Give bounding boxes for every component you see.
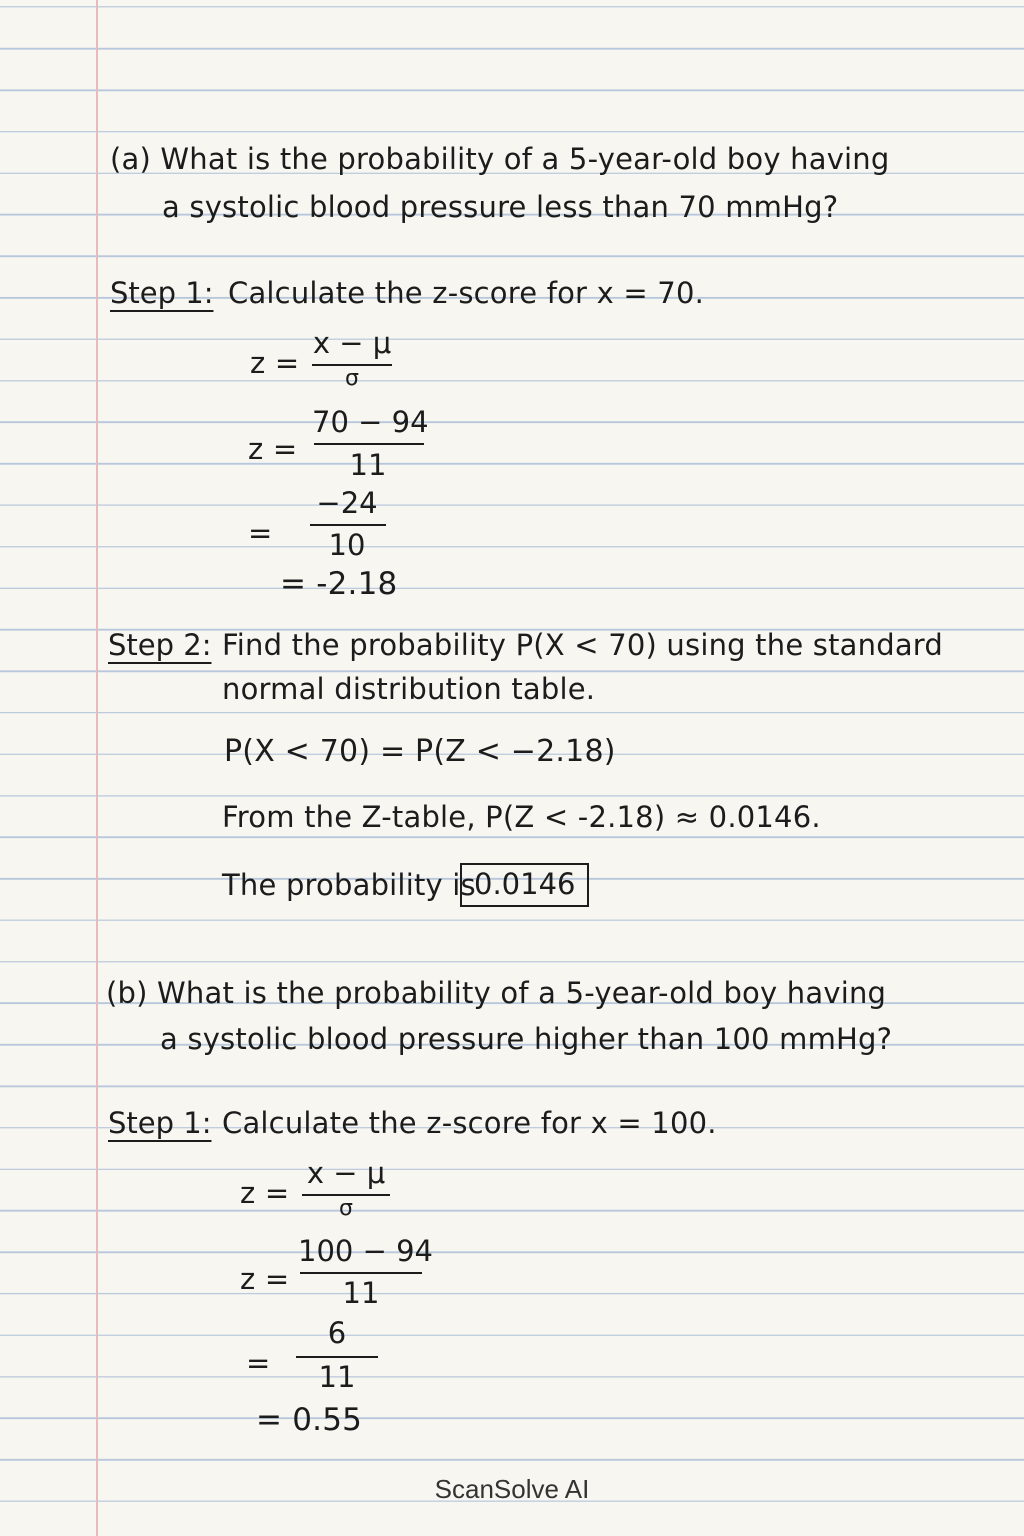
- part-b-simp-denominator: 11: [318, 1360, 356, 1394]
- part-a-answer-box: 0.0146: [460, 863, 589, 907]
- part-a-z-table-line: From the Z-table, P(Z < -2.18) ≈ 0.0146.: [222, 800, 821, 834]
- part-a-simp-fraction-bar: [310, 524, 386, 526]
- part-a-simp-eq: =: [248, 516, 273, 550]
- part-b-step1-label: Step 1:: [108, 1106, 212, 1140]
- part-b-step1-text: Calculate the z-score for x = 100.: [222, 1106, 717, 1140]
- part-a-sub-lhs: z =: [248, 432, 298, 466]
- notebook-margin-line: [96, 0, 98, 1536]
- part-b-simp-eq: =: [246, 1346, 271, 1380]
- part-a-step1-label: Step 1:: [110, 276, 214, 310]
- part-b-formula-numerator: x − μ: [306, 1156, 386, 1190]
- part-a-step1-text: Calculate the z-score for x = 70.: [228, 276, 705, 310]
- part-a-question-line1: (a) What is the probability of a 5-year-old boy having: [110, 142, 890, 176]
- part-a-answer-prefix: The probability is: [222, 868, 476, 902]
- part-a-formula-numerator: x − μ: [312, 326, 392, 360]
- part-a-simp-numerator: −24: [316, 486, 378, 520]
- part-b-sub-numerator: 100 − 94: [298, 1234, 433, 1268]
- part-a-z-result: = -2.18: [280, 566, 398, 602]
- part-b-sub-denominator: 11: [342, 1276, 380, 1310]
- part-a-step2-label: Step 2:: [108, 628, 212, 662]
- part-b-sub-lhs: z =: [240, 1262, 290, 1296]
- part-a-sub-fraction-bar: [314, 443, 424, 445]
- part-b-simp-numerator: 6: [327, 1316, 347, 1350]
- part-a-probability-equation: P(X < 70) = P(Z < −2.18): [224, 734, 616, 769]
- part-b-simp-fraction-bar: [296, 1356, 378, 1358]
- part-b-sub-fraction-bar: [300, 1272, 422, 1274]
- part-a-question-line2: a systolic blood pressure less than 70 mmHg?: [162, 190, 839, 224]
- part-b-question-line2: a systolic blood pressure higher than 100 mmHg?: [160, 1022, 893, 1056]
- part-a-sub-numerator: 70 − 94: [312, 405, 429, 439]
- part-a-sub-denominator: 11: [349, 448, 387, 482]
- part-b-question-line1: (b) What is the probability of a 5-year-old boy having: [106, 976, 887, 1010]
- part-b-formula-lhs: z =: [240, 1176, 290, 1210]
- part-a-step2-text-line1: Find the probability P(X < 70) using the standard: [222, 628, 944, 662]
- part-b-formula-denominator: σ: [339, 1196, 353, 1221]
- watermark-footer: ScanSolve AI: [434, 1474, 590, 1504]
- part-b-z-result: = 0.55: [256, 1402, 363, 1438]
- part-a-simp-denominator: 10: [328, 528, 366, 562]
- part-a-step2-text-line2: normal distribution table.: [222, 672, 596, 706]
- part-a-formula-lhs: z =: [250, 346, 300, 380]
- part-a-formula-denominator: σ: [345, 366, 359, 391]
